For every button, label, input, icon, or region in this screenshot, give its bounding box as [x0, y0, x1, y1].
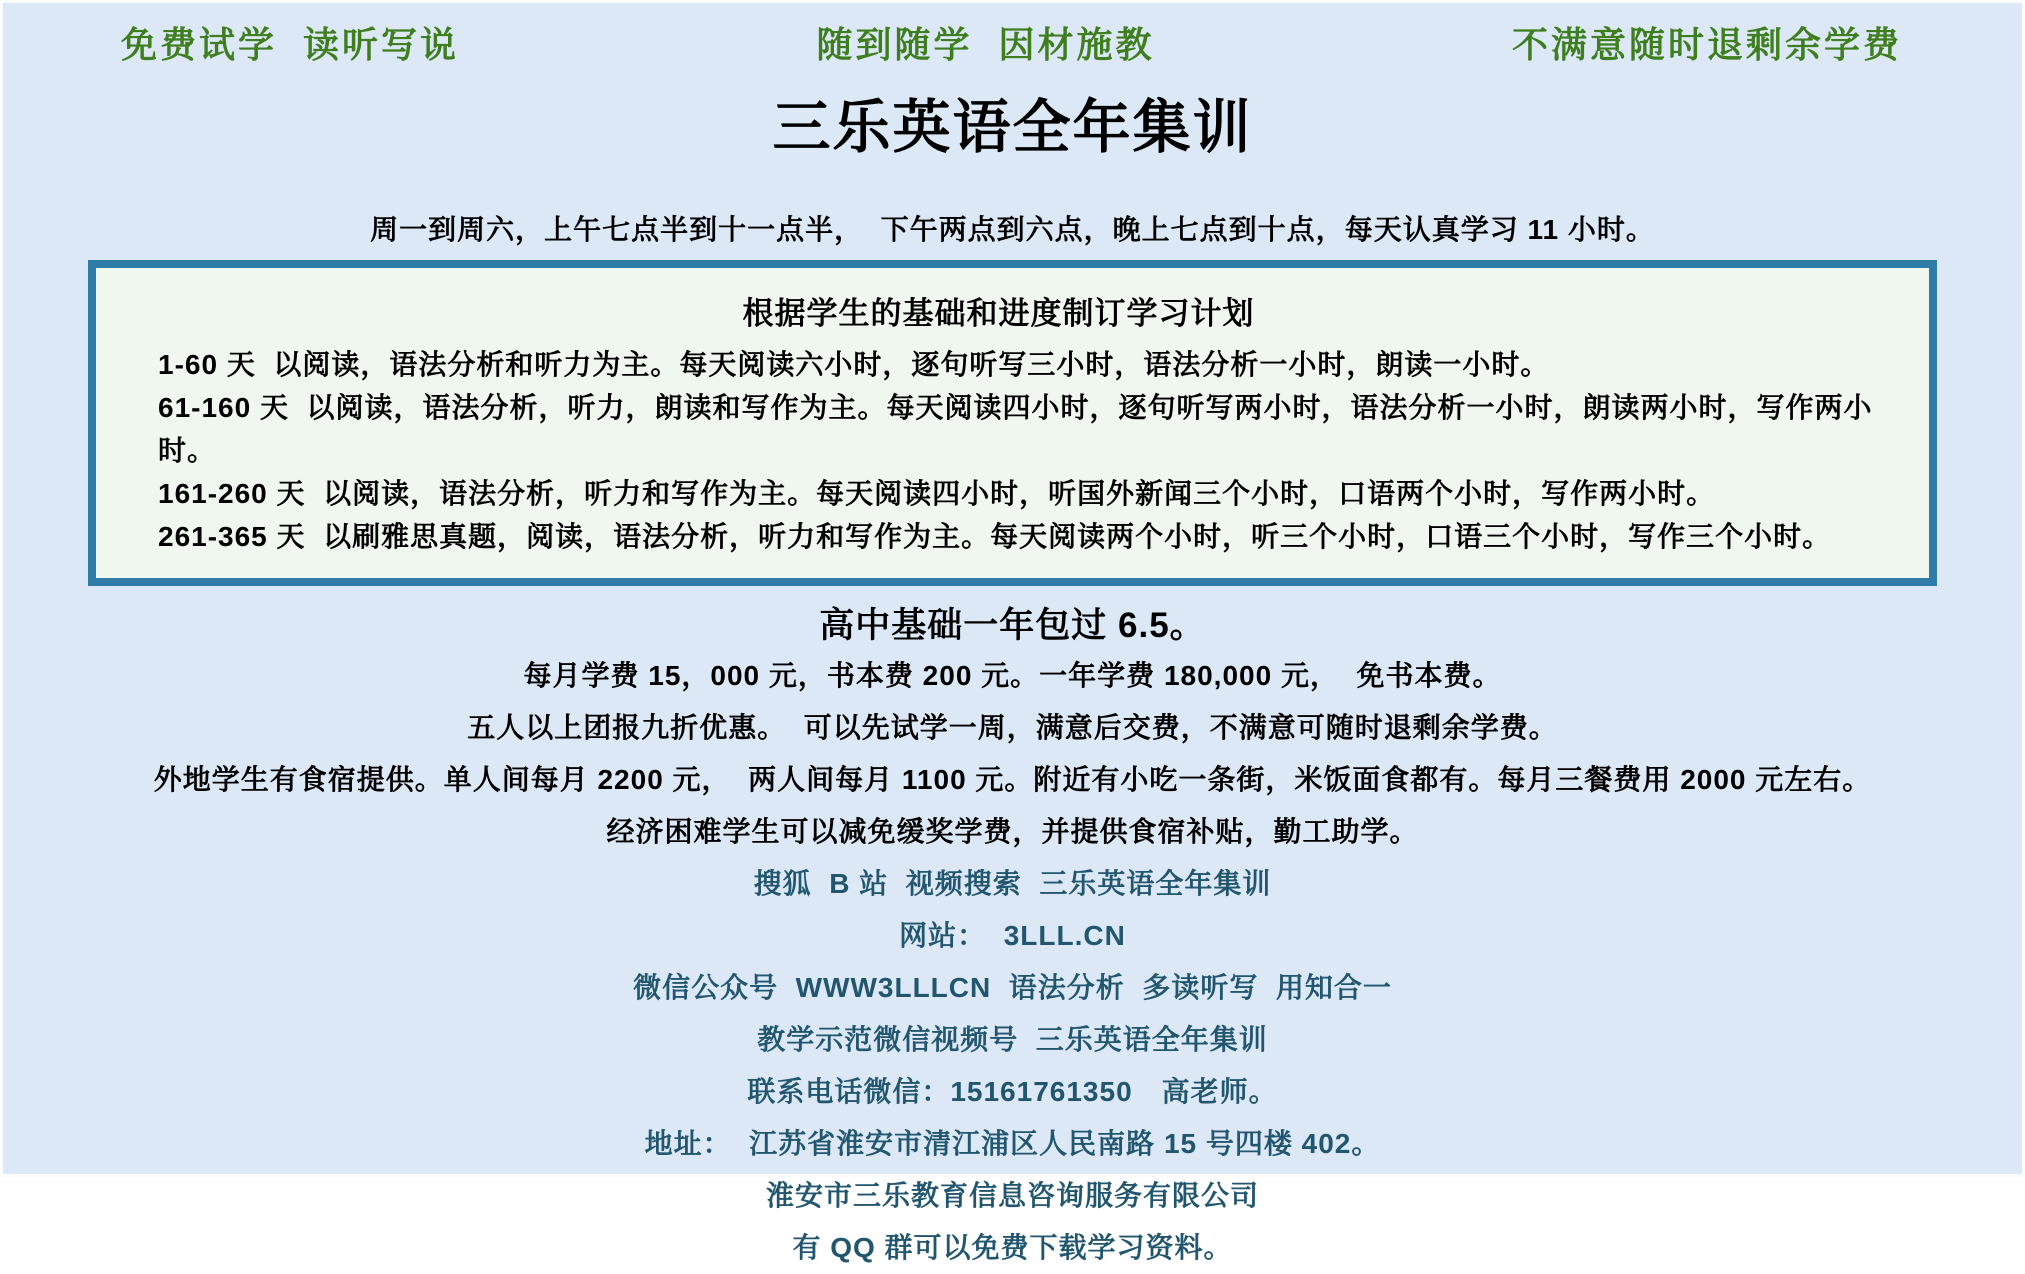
info-line-financial-aid: 经济困难学生可以减免缓奖学费，并提供食宿补贴，勤工助学。 — [606, 816, 1419, 847]
plan-line-days-61-160: 61-160 天 以阅读，语法分析，听力，朗读和写作为主。每天阅读四小时，逐句听写两小时，语法分析一小时，朗读两小时，写作两小时。 — [158, 392, 1873, 466]
info-line-group-discount: 五人以上团报九折优惠。 可以先试学一周，满意后交费，不满意可随时退剩余学费。 — [467, 712, 1558, 743]
top-banner — [3, 3, 2022, 68]
plan-line-days-1-60: 1-60 天 以阅读，语法分析和听力为主。每天阅读六小时，逐句听写三小时，语法分析一小时，朗读一小时。 — [158, 349, 1550, 380]
contact-line-company: 淮安市三乐教育信息咨询服务有限公司 — [765, 1180, 1259, 1211]
banner-item-flexible-teaching: 随到随学 因材施教 — [816, 24, 1155, 65]
plan-box-heading: 根据学生的基础和进度制订学习计划 — [742, 296, 1255, 331]
banner-item-free-trial: 免费试学 读听写说 — [121, 24, 460, 65]
page-title: 三乐英语全年集训 — [772, 95, 1253, 160]
contact-line-wechat-official: 微信公众号 WWW3LLLCN 语法分析 多读听写 用知合一 — [633, 972, 1392, 1003]
contact-line-address: 地址： 江苏省淮安市清江浦区人民南路 15 号四楼 402。 — [644, 1128, 1381, 1159]
guarantee-line: 高中基础一年包过 6.5。 — [819, 606, 1206, 645]
contact-line-wechat-video: 教学示范微信视频号 三乐英语全年集训 — [757, 1024, 1268, 1055]
contact-line-qq-group: 有 QQ 群可以免费下载学习资料。 — [792, 1232, 1233, 1263]
plan-line-days-261-365: 261-365 天 以刷雅思真题，阅读，语法分析，听力和写作为主。每天阅读两个小时，听三个小时，口语三个小时，写作三个小时。 — [158, 521, 1832, 552]
study-plan-box — [88, 260, 1937, 586]
banner-item-refund-policy: 不满意随时退剩余学费 — [1511, 24, 1902, 65]
contact-line-website: 网站： 3LLL.CN — [899, 920, 1126, 951]
info-line-housing: 外地学生有食宿提供。单人间每月 2200 元， 两人间每月 1100 元。附近有小吃一条街，米饭面食都有。每月三餐费用 2000 元左右。 — [153, 764, 1872, 795]
daily-schedule-line: 周一到周六，上午七点半到十一点半， 下午两点到六点，晚上七点到十点，每天认真学习 11 小时。 — [370, 214, 1655, 245]
info-section — [3, 650, 2022, 1274]
plan-line-days-161-260: 161-260 天 以阅读，语法分析，听力和写作为主。每天阅读四小时，听国外新闻三个小时，口语两个小时，写作两小时。 — [158, 478, 1716, 509]
info-line-tuition: 每月学费 15，000 元，书本费 200 元。一年学费 180,000 元， 免书本费。 — [523, 660, 1502, 691]
contact-line-video-search: 搜狐 B 站 视频搜索 三乐英语全年集训 — [753, 868, 1272, 899]
contact-line-phone: 联系电话微信：15161761350 高老师。 — [747, 1076, 1278, 1107]
